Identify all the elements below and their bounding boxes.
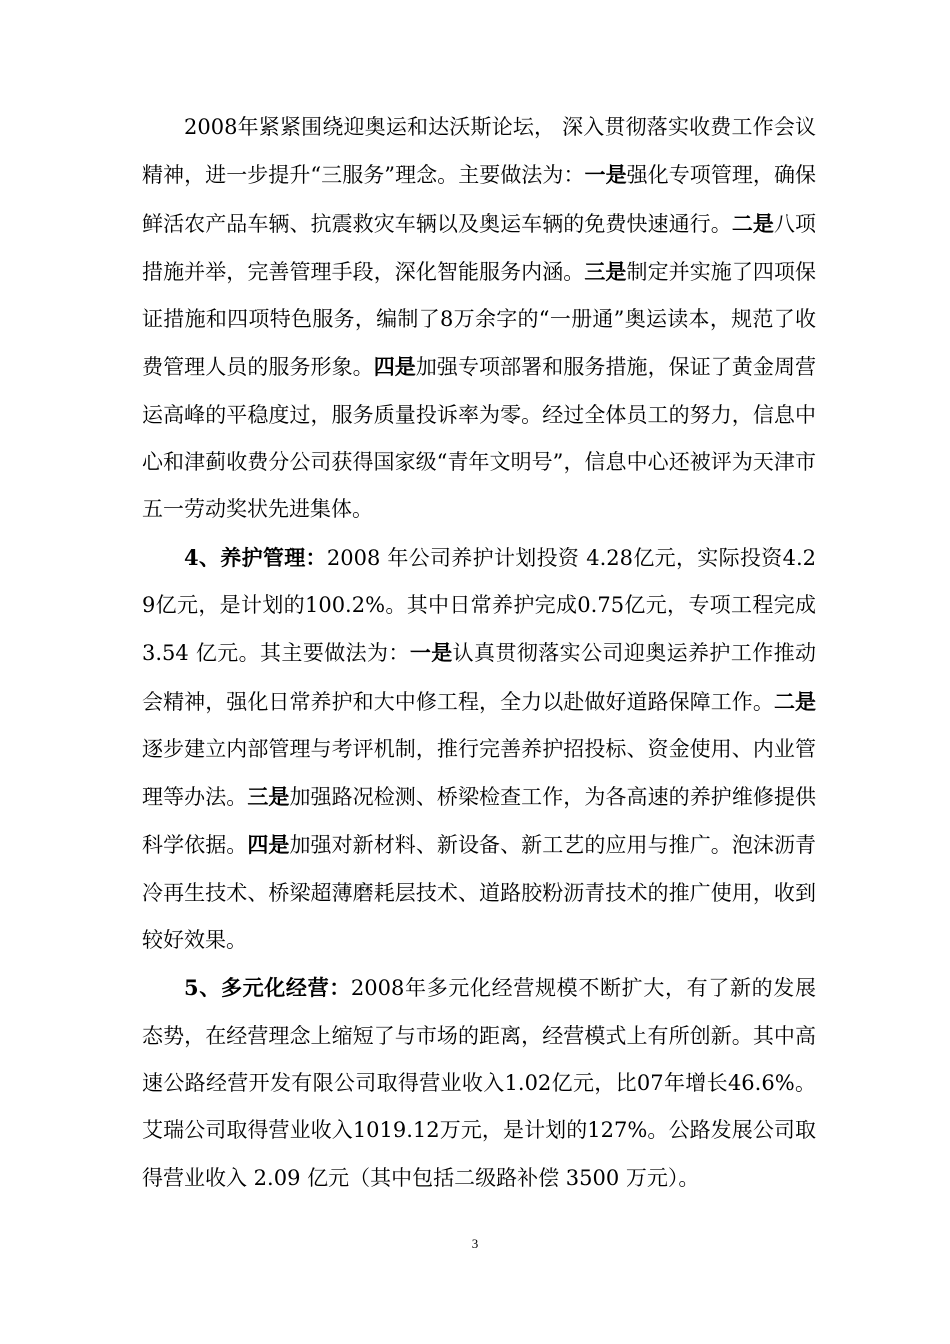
paragraph-olympic-service — [142, 104, 816, 534]
bold-run: 三是 — [584, 258, 627, 284]
text-run: 制定并实施了四项保证措施和四项特色服务，编制了8万余字的“一册通”奥运读本，规范了收费管理人员的服务形象。 — [142, 259, 817, 380]
text-run: 强化专项管理，确保鲜活农产品车辆、抗震救灾车辆以及奥运车辆的免费快速通行。 — [142, 163, 817, 236]
bold-run: 二是 — [773, 688, 817, 714]
bold-run: 三是 — [247, 784, 290, 810]
text-run: 2008 年公司养护计划投资 4.28亿元，实际投资4.29亿元，是计划的100.2%。其中日常养护完成0.75亿元，专项工程完成 3.54 亿元。其主要做法为： — [142, 545, 816, 666]
bold-run: 四是 — [373, 354, 416, 380]
paragraph-maintenance-management — [142, 534, 816, 965]
bold-run: 二是 — [731, 210, 774, 236]
bold-run: 一是 — [409, 640, 453, 666]
paragraph-diversified-operations — [142, 964, 816, 1201]
bold-run: 一是 — [584, 162, 627, 188]
text-run: 认真贯彻落实公司迎奥运养护工作推动会精神，强化日常养护和大中修工程，全力以赴做好道路保障工作。 — [142, 641, 817, 714]
text-run: 2008年紧紧围绕迎奥运和达沃斯论坛， 深入贯彻落实收费工作会议精神，进一步提升“三服务”理念。主要做法为： — [142, 115, 816, 188]
bold-run: 四是 — [247, 832, 290, 858]
bold-run: 5、多元化经营： — [184, 975, 351, 1001]
page-number: 3 — [471, 1236, 479, 1251]
document-page — [142, 104, 816, 1202]
bold-run: 4、养护管理： — [184, 544, 327, 570]
text-run: 加强路况检测、桥梁检查工作，为各高速的养护维修提供科学依据。 — [142, 785, 817, 858]
text-run: 八项措施并举，完善管理手段，深化智能服务内涵。 — [142, 211, 817, 284]
text-run: 2008年多元化经营规模不断扩大，有了新的发展态势，在经营理念上缩短了与市场的距离，经营模式上有所创新。其中高速公路经营开发有限公司取得营业收入1.02亿元，比07年增长46.6%。艾瑞公司取得营业收入1019.12万元，是计划的127%。公路发展公司取得营业收入 2.09 亿元（其中包括二级路补偿 3500 万元）。 — [142, 976, 816, 1190]
text-run: 加强对新材料、新设备、新工艺的应用与推广。泡沫沥青冷再生技术、桥梁超薄磨耗层技术、道路胶粉沥青技术的推广使用，收到较好效果。 — [142, 833, 817, 953]
text-run: 逐步建立内部管理与考评机制，推行完善养护招投标、资金使用、内业管理等办法。 — [142, 736, 816, 810]
text-run: 加强专项部署和服务措施，保证了黄金周营运高峰的平稳度过，服务质量投诉率为零。经过全体员工的努力，信息中心和津蓟收费分公司获得国家级“青年文明号”，信息中心还被评为天津市五一劳动奖状先进集体。 — [142, 355, 817, 522]
